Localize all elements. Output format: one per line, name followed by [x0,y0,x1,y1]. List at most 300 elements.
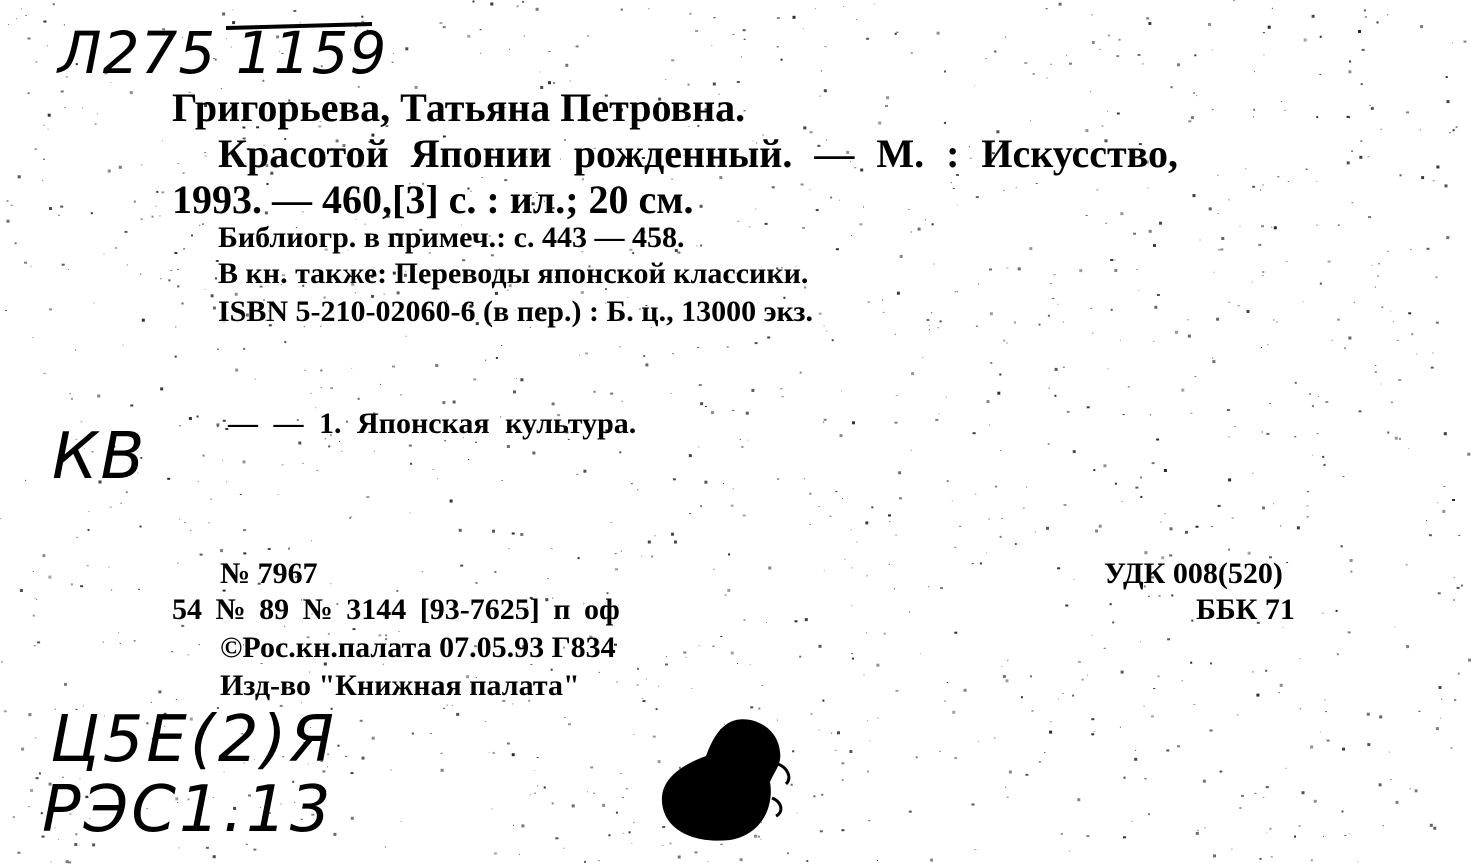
noise-speck [36,777,39,779]
noise-speck [1433,180,1435,181]
noise-speck [864,674,865,675]
noise-speck [1437,502,1438,503]
noise-speck [1310,746,1313,749]
noise-speck [1061,834,1063,835]
noise-speck [1406,564,1408,565]
noise-speck [138,589,140,590]
noise-speck [1262,506,1265,509]
noise-speck [519,854,520,855]
noise-speck [997,392,1000,395]
noise-speck [410,513,411,514]
noise-speck [1203,780,1206,783]
noise-speck [1128,386,1130,387]
noise-speck [631,843,632,844]
noise-speck [501,480,503,481]
noise-speck [839,200,840,201]
noise-speck [1436,166,1439,169]
noise-speck [1190,662,1192,664]
noise-speck [127,265,128,266]
noise-speck [406,336,407,337]
noise-speck [737,221,739,222]
noise-speck [1006,268,1008,269]
noise-speck [141,164,143,165]
noise-speck [1367,743,1370,746]
noise-speck [1039,324,1041,326]
noise-speck [432,469,434,470]
noise-speck [513,825,514,826]
noise-speck [1348,337,1351,340]
noise-speck [1208,23,1211,26]
noise-speck [176,699,177,700]
noise-speck [278,494,279,495]
noise-speck [1015,543,1017,545]
noise-speck [700,205,703,208]
noise-speck [1000,450,1001,451]
noise-speck [1065,605,1068,607]
noise-speck [1454,577,1455,578]
noise-speck [1191,620,1193,622]
noise-speck [1342,748,1345,751]
noise-speck [974,849,976,850]
noise-speck [911,450,912,451]
noise-speck [599,860,600,861]
noise-speck [220,549,223,552]
noise-speck [1036,183,1038,184]
noise-speck [1078,661,1081,663]
noise-speck [1351,151,1353,152]
noise-speck [654,535,655,536]
noise-speck [35,149,37,150]
noise-speck [1007,797,1009,798]
noise-speck [1033,73,1035,75]
noise-speck [68,269,69,270]
noise-speck [1227,409,1230,411]
noise-speck [637,685,639,686]
noise-speck [1241,795,1244,797]
noise-speck [1390,779,1391,780]
noise-speck [36,599,37,600]
noise-speck [119,166,122,169]
noise-speck [1368,216,1371,218]
noise-speck [1377,276,1379,277]
noise-speck [841,762,844,764]
noise-speck [835,491,837,492]
noise-speck [1337,319,1340,321]
noise-speck [1120,340,1121,341]
noise-speck [895,334,896,335]
noise-speck [1332,340,1333,341]
noise-speck [1351,202,1353,203]
noise-speck [197,416,199,418]
noise-speck [177,163,179,164]
noise-speck [733,34,735,35]
noise-speck [851,235,852,236]
noise-speck [986,552,987,553]
noise-speck [42,554,45,557]
noise-speck [512,533,515,535]
noise-speck [1430,824,1433,827]
noise-speck [48,576,51,579]
noise-speck [443,708,445,709]
publisher-line: Изд-во "Книжная палата" [220,669,580,702]
noise-speck [820,96,821,97]
noise-speck [989,425,990,426]
noise-speck [1285,110,1286,111]
noise-speck [338,745,340,747]
noise-speck [1395,437,1398,440]
noise-speck [1066,55,1067,56]
bbk-code: ББК 71 [1196,593,1295,626]
noise-speck [435,364,438,367]
noise-speck [819,729,820,730]
noise-speck [311,540,312,541]
noise-speck [422,571,423,572]
noise-speck [1218,175,1219,176]
noise-speck [691,688,692,689]
noise-speck [918,228,921,231]
noise-speck [1371,107,1374,110]
noise-speck [911,372,914,375]
noise-speck [727,347,729,348]
noise-speck [1240,226,1241,227]
noise-speck [645,363,648,366]
noise-speck [1408,312,1411,314]
noise-speck [1358,30,1361,33]
noise-speck [916,756,918,758]
noise-speck [380,384,381,385]
noise-speck [115,247,117,249]
noise-speck [1144,551,1147,554]
noise-speck [1299,826,1301,827]
noise-speck [852,421,855,424]
noise-speck [1361,83,1363,85]
noise-speck [446,705,448,706]
noise-speck [824,570,825,571]
noise-speck [1171,594,1173,596]
noise-speck [1002,666,1003,667]
noise-speck [1253,109,1255,111]
noise-speck [496,357,498,359]
noise-speck [748,440,749,441]
noise-speck [536,8,539,11]
noise-speck [829,516,831,517]
noise-speck [886,96,889,99]
noise-speck [1195,376,1197,377]
noise-speck [826,331,827,332]
noise-speck [1307,516,1309,517]
noise-speck [1054,395,1056,397]
noise-speck [621,773,622,774]
noise-speck [608,834,610,836]
noise-speck [1228,436,1230,437]
noise-speck [393,53,394,54]
noise-speck [1031,710,1033,711]
noise-speck [1406,111,1409,113]
noise-speck [648,8,649,9]
noise-speck [480,29,482,30]
noise-speck [931,312,932,313]
noise-speck [1049,731,1052,734]
isbn-line: ISBN 5-210-02060-6 (в пер.) : Б. ц., 13000 экз. [218,295,813,328]
noise-speck [243,460,246,463]
noise-speck [71,583,73,585]
noise-speck [1357,861,1358,862]
noise-speck [973,432,976,434]
note-contents: В кн. также: Переводы японской классики. [218,257,809,290]
noise-speck [1348,70,1351,73]
noise-speck [1101,126,1103,127]
noise-speck [35,61,37,62]
noise-speck [1261,225,1264,227]
noise-speck [643,355,645,357]
noise-speck [437,478,438,479]
noise-speck [1218,505,1221,507]
noise-speck [392,62,394,63]
noise-speck [1193,704,1195,705]
noise-speck [330,583,331,584]
noise-speck [741,446,743,448]
noise-speck [152,216,154,218]
noise-speck [1167,638,1170,640]
noise-speck [750,706,753,708]
noise-speck [610,393,613,395]
noise-speck [1234,0,1235,1]
noise-speck [61,91,64,93]
noise-speck [671,533,674,536]
noise-speck [700,245,702,247]
noise-speck [1265,670,1267,672]
noise-speck [552,402,555,405]
noise-speck [824,89,827,92]
noise-speck [0,518,1,519]
noise-speck [658,686,659,687]
noise-speck [1210,662,1212,664]
noise-speck [841,829,844,831]
noise-speck [990,362,992,364]
noise-speck [895,33,897,35]
noise-speck [1124,777,1126,779]
noise-speck [593,793,595,794]
noise-speck [1262,275,1264,276]
noise-speck [897,292,900,295]
noise-speck [743,515,746,517]
noise-speck [8,24,9,25]
noise-speck [1158,675,1160,677]
noise-speck [911,232,912,233]
noise-speck [714,17,716,18]
noise-speck [700,505,702,507]
noise-speck [175,326,176,327]
noise-speck [1380,129,1382,130]
noise-speck [1359,410,1362,412]
noise-speck [118,632,119,633]
noise-speck [1003,340,1005,342]
noise-speck [1145,778,1147,779]
noise-speck [1420,25,1423,28]
noise-speck [1175,331,1178,334]
noise-speck [766,622,767,623]
noise-speck [29,806,30,807]
noise-speck [944,71,946,73]
noise-speck [594,391,596,393]
noise-speck [758,708,760,710]
noise-speck [894,588,895,589]
noise-speck [490,3,493,6]
noise-speck [1410,788,1411,789]
noise-speck [1059,3,1062,6]
noise-speck [44,373,46,374]
noise-speck [1436,727,1439,730]
noise-speck [869,740,870,741]
noise-speck [534,793,536,794]
noise-speck [1280,684,1283,687]
noise-speck [1115,483,1117,485]
noise-speck [1320,36,1322,38]
noise-speck [1309,394,1311,395]
noise-speck [819,506,820,507]
noise-speck [305,370,306,371]
noise-speck [978,741,979,742]
noise-speck [177,285,179,287]
noise-speck [1324,464,1326,466]
noise-speck [705,406,707,407]
noise-speck [1142,63,1144,64]
noise-speck [1148,22,1151,25]
noise-speck [665,79,666,80]
noise-speck [1391,402,1393,403]
noise-speck [806,860,808,862]
noise-speck [1212,50,1213,51]
noise-speck [37,641,40,643]
noise-speck [1457,587,1460,589]
noise-speck [1303,301,1304,302]
noise-speck [1252,671,1254,672]
noise-speck [1449,132,1451,133]
noise-speck [1271,227,1272,228]
noise-speck [548,51,550,52]
noise-speck [21,8,22,9]
noise-speck [844,559,845,560]
noise-speck [1295,382,1297,384]
noise-speck [243,348,245,350]
noise-speck [130,91,133,94]
noise-speck [1079,269,1082,272]
noise-speck [1314,800,1317,803]
noise-speck [972,804,975,806]
noise-speck [43,125,44,126]
noise-speck [473,378,476,380]
noise-speck [16,18,17,19]
noise-speck [1087,406,1090,408]
noise-speck [1248,552,1251,555]
noise-speck [1388,251,1389,252]
noise-speck [1,661,3,662]
noise-speck [1135,487,1138,489]
noise-speck [1415,789,1418,792]
noise-speck [1003,190,1004,191]
noise-speck [976,326,978,327]
noise-speck [182,303,184,305]
noise-speck [328,445,330,447]
noise-speck [674,541,677,544]
noise-speck [31,266,32,267]
noise-speck [1411,333,1413,335]
noise-speck [768,567,771,570]
noise-speck [1288,181,1289,182]
noise-speck [621,9,623,11]
noise-speck [975,494,976,495]
noise-speck [922,357,923,358]
noise-speck [1196,832,1199,835]
noise-speck [1099,49,1101,50]
noise-speck [1090,91,1091,92]
noise-speck [1383,825,1384,826]
noise-speck [947,480,949,482]
noise-speck [211,499,212,500]
noise-speck [1446,236,1449,239]
noise-speck [1378,263,1380,264]
noise-speck [71,398,73,400]
noise-speck [453,401,456,404]
noise-speck [1114,269,1117,272]
noise-speck [1261,347,1262,348]
noise-speck [1372,265,1373,266]
noise-speck [333,833,336,836]
noise-speck [1365,17,1367,18]
noise-speck [140,526,142,528]
noise-speck [1046,527,1049,530]
noise-speck [548,578,549,579]
noise-speck [697,245,698,246]
noise-speck [1429,534,1432,536]
noise-speck [994,738,995,739]
noise-speck [372,737,375,740]
noise-speck [47,45,48,46]
noise-speck [1379,783,1382,786]
noise-speck [874,4,875,5]
noise-speck [899,497,902,499]
noise-speck [409,445,412,447]
noise-speck [695,30,698,32]
noise-speck [208,522,209,523]
handwritten-mark: КВ [52,420,148,494]
noise-speck [866,632,867,633]
noise-speck [1273,320,1274,321]
noise-speck [1214,272,1215,273]
noise-speck [782,396,784,397]
noise-speck [35,738,36,739]
noise-speck [49,207,52,210]
noise-speck [1444,432,1447,435]
noise-speck [1427,248,1430,250]
noise-speck [626,788,628,789]
noise-speck [91,212,93,214]
noise-speck [821,70,822,71]
noise-speck [1228,549,1230,551]
noise-speck [1107,111,1108,112]
noise-speck [1262,271,1264,273]
noise-speck [544,787,546,789]
noise-speck [24,262,27,264]
noise-speck [1307,505,1309,506]
noise-speck [1087,675,1088,676]
noise-speck [1302,791,1305,794]
noise-speck [587,35,589,36]
noise-speck [1091,14,1092,15]
noise-speck [1439,686,1442,689]
noise-speck [1018,267,1021,270]
noise-speck [178,563,179,564]
